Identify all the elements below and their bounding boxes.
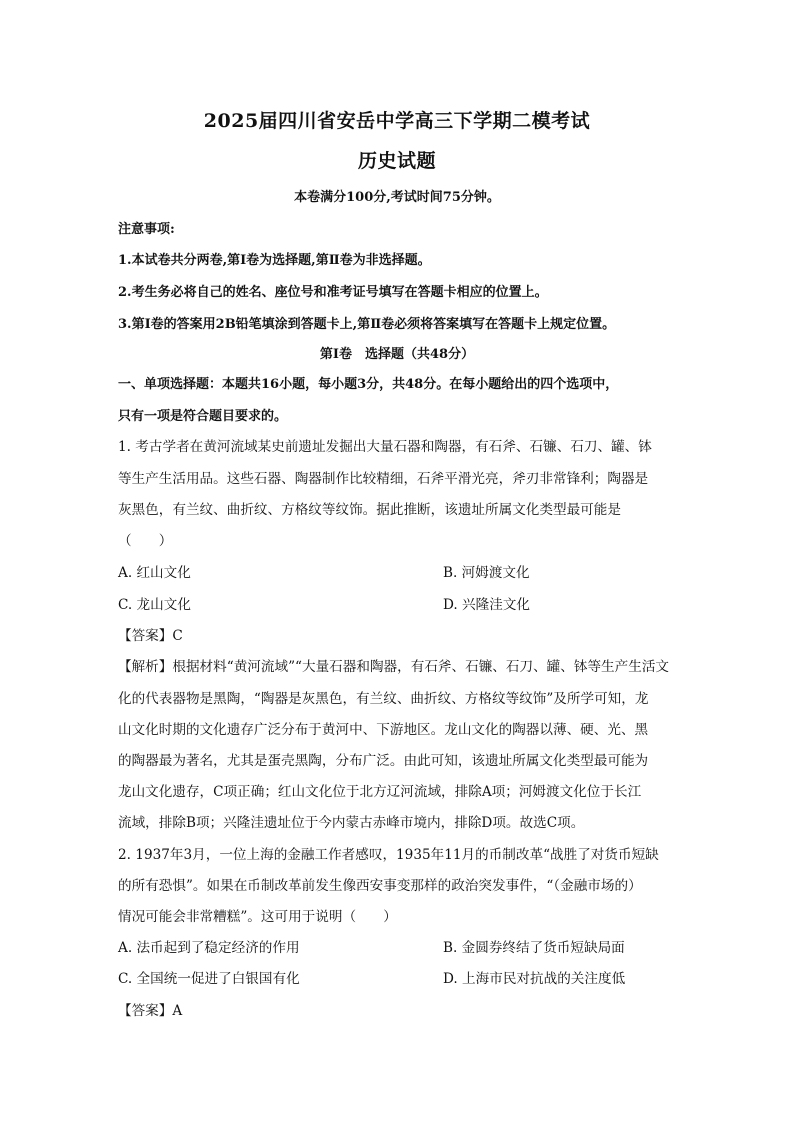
section-instruction-line1: 一、单项选择题：本题共16小题，每小题3分，共48分。在每小题给出的四个选项中， [118, 377, 619, 392]
notice-item-2: 2.考生务必将自己的姓名、座位号和准考证号填写在答题卡相应的位置上。 [118, 285, 548, 300]
q1-stem-line4: （ ） [118, 533, 173, 549]
q1-analysis-line6: 流域，排除B项；兴隆洼遗址位于今内蒙古赤峰市境内，排除D项。故选C项。 [118, 815, 585, 831]
exam-title: 2025届四川省安岳中学高三下学期二模考试 [203, 110, 591, 132]
notice-item-1: 1.本试卷共分两卷,第Ⅰ卷为选择题,第Ⅱ卷为非选择题。 [118, 253, 431, 268]
q1-analysis-line4: 的陶器最为著名，尤其是蛋壳黑陶，分布广泛。由此可知，该遗址所属文化类型最可能为 [118, 753, 649, 769]
q1-answer: 【答案】C [118, 628, 183, 644]
q1-option-b: B. 河姆渡文化 [443, 565, 530, 581]
exam-subtitle: 历史试题 [357, 150, 436, 172]
q1-stem-line1: 1. 考古学者在黄河流域某史前遗址发掘出大量石器和陶器，有石斧、石镰、石刀、罐、钵 [118, 439, 652, 455]
q2-stem-line3: 情况可能会非常糟糕”。这可用于说明（ ） [118, 909, 397, 925]
q2-answer: 【答案】A [118, 1003, 183, 1019]
q1-option-a: A. 红山文化 [118, 565, 191, 581]
q1-analysis-line5: 龙山文化遗存，C项正确；红山文化位于北方辽河流域，排除A项；河姆渡文化位于长江 [118, 784, 642, 800]
q1-analysis-line2: 化的代表器物是黑陶，“陶器是灰黑色，有兰纹、曲折纹、方格纹等纹饰”及所学可知，龙 [118, 691, 649, 707]
section-title: 第Ⅰ卷 选择题（共48分） [319, 347, 475, 362]
q2-option-b: B. 金圆券终结了货币短缺局面 [443, 940, 625, 956]
q1-option-c: C. 龙山文化 [118, 597, 191, 613]
q2-option-d: D. 上海市民对抗战的关注度低 [443, 971, 626, 987]
q2-option-c: C. 全国统一促进了白银国有化 [118, 971, 300, 987]
q1-analysis-line3: 山文化时期的文化遗存广泛分布于黄河中、下游地区。龙山文化的陶器以薄、硬、光、黑 [118, 722, 649, 738]
notice-item-3: 3.第Ⅰ卷的答案用2B铅笔填涂到答题卡上,第Ⅱ卷必须将答案填写在答题卡上规定位置。 [118, 317, 616, 332]
exam-info: 本卷满分100分,考试时间75分钟。 [294, 190, 500, 205]
q2-option-a: A. 法币起到了稳定经济的作用 [118, 940, 300, 956]
q1-stem-line2: 等生产生活用品。这些石器、陶器制作比较精细，石斧平滑光亮，斧刃非常锋利；陶器是 [118, 471, 649, 487]
q2-stem-line1: 2. 1937年3月，一位上海的金融工作者感叹，1935年11月的币制改革“战胜了对货币短缺 [118, 847, 659, 863]
q1-analysis-line1: 【解析】根据材料“黄河流域”“大量石器和陶器，有石斧、石镰、石刀、罐、钵等生产生活文 [118, 659, 670, 675]
q1-option-d: D. 兴隆洼文化 [443, 597, 531, 613]
section-instruction-line2: 只有一项是符合题目要求的。 [118, 409, 288, 424]
notice-heading: 注意事项: [118, 222, 175, 237]
q2-stem-line2: 的所有恐惧”。如果在币制改革前发生像西安事变那样的政治突发事件，“（金融市场的） [118, 878, 642, 894]
q1-stem-line3: 灰黑色，有兰纹、曲折纹、方格纹等纹饰。据此推断，该遗址所属文化类型最可能是 [118, 502, 621, 518]
